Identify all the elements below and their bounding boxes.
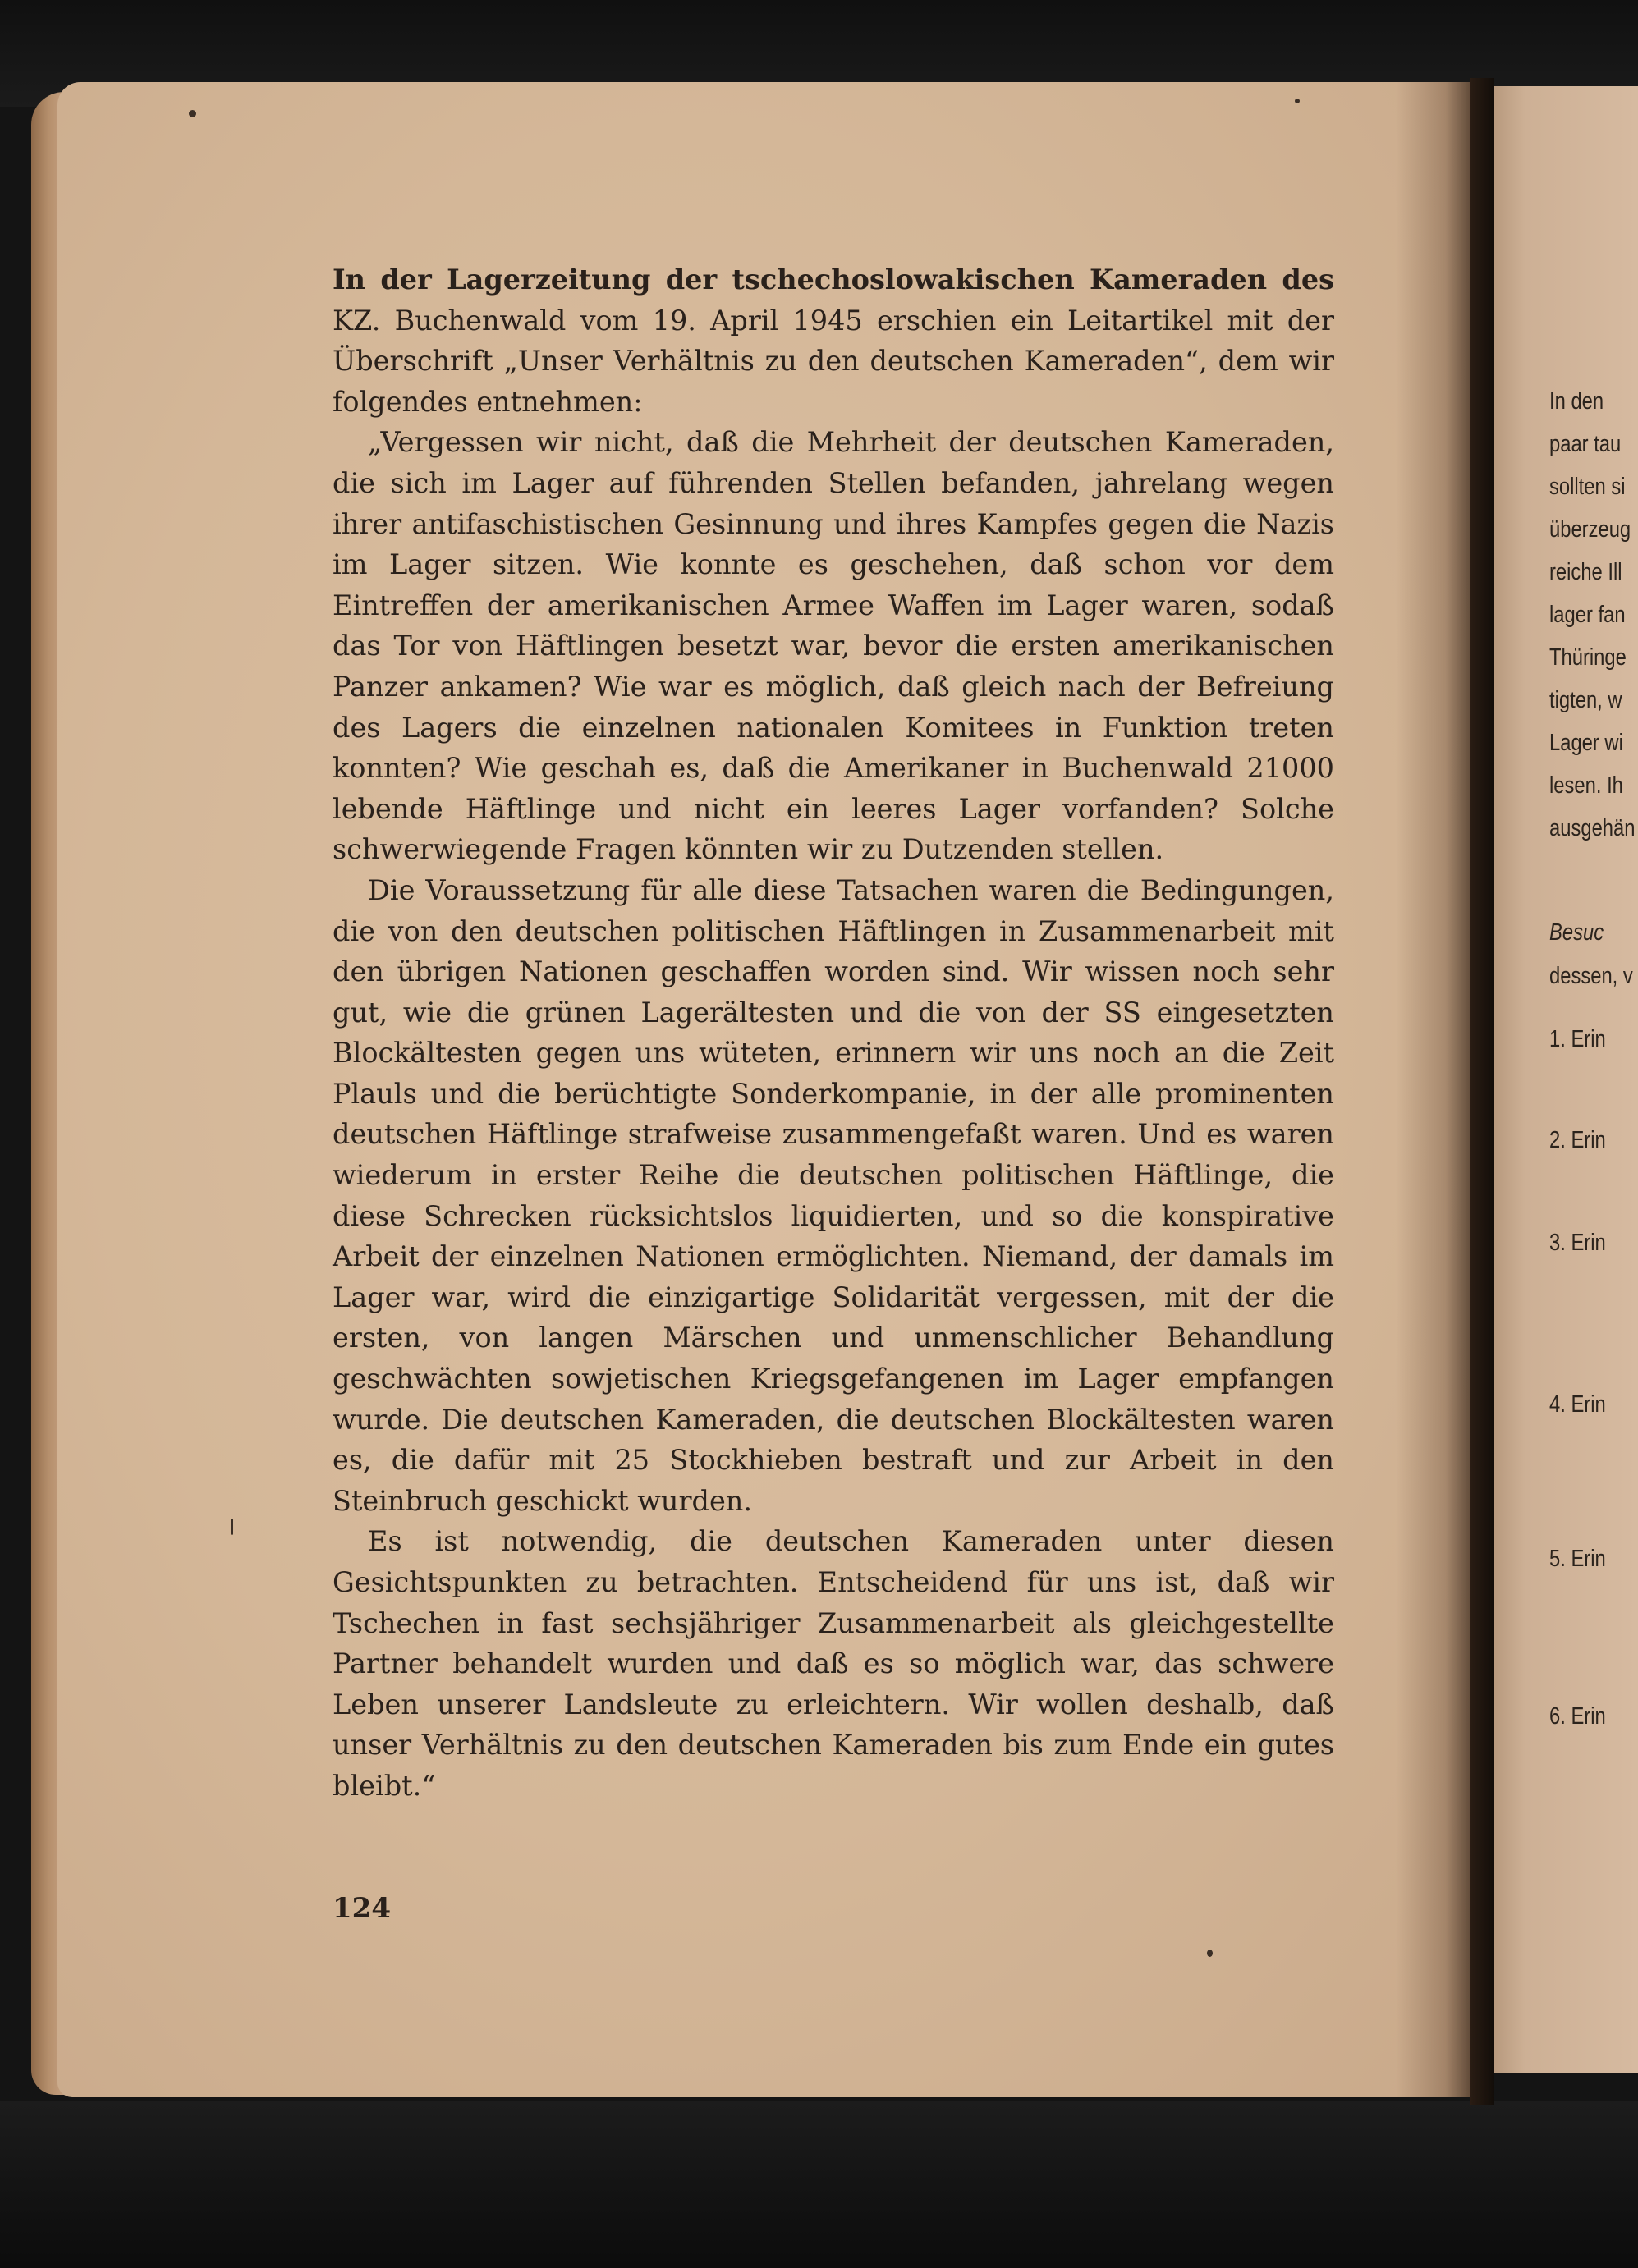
- page-number: 124: [333, 1892, 391, 1925]
- next-page-list-item: 4. Erin: [1549, 1391, 1606, 1418]
- paper-speck: [189, 110, 196, 117]
- body-text: [333, 259, 1334, 1807]
- next-page-line: reiche Ill: [1549, 559, 1622, 585]
- next-page-sliver: [1488, 86, 1638, 2073]
- next-page-line: paar tau: [1549, 431, 1622, 457]
- next-page-line: Lager wi: [1549, 730, 1623, 756]
- next-page-line: ausgehän: [1549, 815, 1636, 841]
- paper-speck: [1295, 99, 1300, 103]
- dark-background-bottom: [0, 2101, 1638, 2268]
- next-page-list-item: 2. Erin: [1549, 1127, 1606, 1153]
- next-page-list-item: 6. Erin: [1549, 1703, 1606, 1730]
- next-page-list-item: 1. Erin: [1549, 1026, 1606, 1052]
- next-page-line: lesen. Ih: [1549, 772, 1623, 799]
- next-page-line: sollten si: [1549, 474, 1626, 500]
- next-page-line: überzeug: [1549, 516, 1631, 543]
- next-page-list-item: 3. Erin: [1549, 1230, 1606, 1256]
- paragraph: Es ist notwendig, die deutschen Kameraden unter diesen Gesichtspunkten zu betrachten. Entscheidend für uns ist, daß wir Tschechen in fast sechsjähriger Zusammenarbeit als gleichgestellte Partner behandelt wurden und daß es so möglich war, das schwere Leben unserer Landsleute zu erleichtern. Wir wollen deshalb, daß unser Verhältnis zu den deutschen Kameraden bis zum Ende ein gutes bleibt.“: [333, 1525, 1334, 1802]
- next-page-line: tigten, w: [1549, 687, 1622, 713]
- next-page-line: Besuc: [1549, 919, 1604, 946]
- book-spine: [1470, 78, 1494, 2105]
- next-page-line: dessen, v: [1549, 963, 1633, 989]
- paper-speck: [231, 1519, 233, 1535]
- next-page-line: lager fan: [1549, 602, 1626, 628]
- paragraph: In der Lagerzeitung der tschechoslowakischen Kameraden des KZ. Buchenwald vom 19. April 1945 erschien ein Leitartikel mit der Überschrift „Unser Verhältnis zu den deutschen Kameraden“, dem wir folgendes entnehmen:: [333, 263, 1334, 418]
- next-page-list-item: 5. Erin: [1549, 1546, 1606, 1572]
- paragraph: Die Voraussetzung für alle diese Tatsachen waren die Bedingungen, die von den deutschen politischen Häftlingen in Zusammenarbeit mit den übrigen Nationen geschaffen worden sind. Wir wissen noch sehr gut, wie die grünen Lagerältesten und die von der SS eingesetzten Blockältesten gegen uns wüteten, erinnern wir uns noch an die Zeit Plauls und die berüchtigte Sonderkompanie, in der alle prominenten deutschen Häftlinge strafweise zusammengefaßt waren. Und es waren wiederum in erster Reihe die deutschen politischen Häftlinge, die diese Schrecken rücksichtslos liquidierten, und so die konspirative Arbeit der einzelnen Nationen ermöglichten. Niemand, der damals im Lager war, wird die einzigartige Solidarität vergessen, mit der die ersten, von langen Märschen und unmenschlicher Behandlung geschwächten sowjetischen Kriegsgefangenen im Lager empfangen wurde. Die deutschen Kameraden, die deutschen Blockältesten waren es, die dafür mit 25 Stockhieben bestraft und zur Arbeit in den Steinbruch geschickt wurden.: [333, 873, 1334, 1517]
- next-page-line: Thüringe: [1549, 644, 1627, 671]
- next-page-line: In den: [1549, 388, 1604, 415]
- paragraph: „Vergessen wir nicht, daß die Mehrheit der deutschen Kameraden, die sich im Lager auf führenden Stellen befanden, jahrelang wegen ihrer antifaschistischen Gesinnung und ihres Kampfes gegen die Nazis im Lager sitzen. Wie konnte es geschehen, daß schon vor dem Eintreffen der amerikanischen Armee Waffen im Lager waren, sodaß das Tor von Häftlingen besetzt war, bevor die ersten amerikanischen Panzer ankamen? Wie war es möglich, daß gleich nach der Befreiung des Lagers die einzelnen nationalen Komitees in Funktion treten konnten? Wie geschah es, daß die Amerikaner in Buchenwald 21000 lebende Häftlinge und nicht ein leeres Lager vorfanden? Solche schwerwiegende Fragen könnten wir zu Dutzenden stellen.: [333, 426, 1334, 866]
- paper-speck: [1207, 1950, 1213, 1957]
